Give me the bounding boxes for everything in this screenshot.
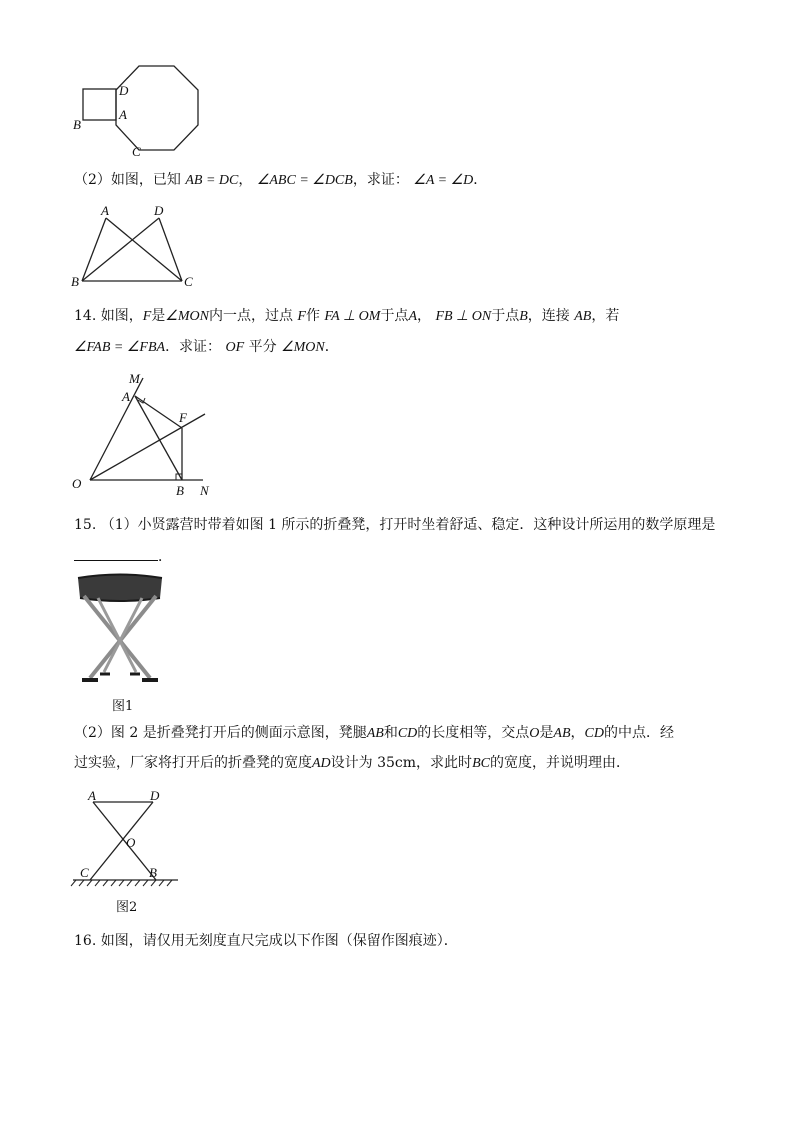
- q14-line2: ∠FAB = ∠FBA．求证： OF 平分 ∠MON．: [74, 339, 339, 355]
- fig1-caption: 图1: [112, 699, 134, 714]
- angle-bisector-figure: [65, 370, 225, 500]
- label-B: B: [73, 117, 81, 132]
- label-C: C: [80, 865, 89, 880]
- label-C: C: [132, 144, 141, 159]
- q14-line1: 14. 如图，F是∠MON内一点，过点 F作 FA ⊥ OM于点A， FB ⊥ ON于点B，连接 AB，若: [74, 308, 620, 324]
- q15-line1: 15. （1）小贤露营时带着如图 1 所示的折叠凳，打开时坐着舒适、稳定．这种设计所运用的数学原理是: [74, 517, 716, 533]
- label-A: A: [122, 389, 130, 404]
- label-D: D: [119, 83, 129, 98]
- crossed-triangles-figure: [60, 200, 210, 295]
- label-A: A: [88, 788, 96, 803]
- square-octagon-figure: [60, 55, 220, 165]
- q16-line: 16. 如图，请仅用无刻度直尺完成以下作图（保留作图痕迹）．: [74, 933, 458, 949]
- label-N: N: [200, 483, 209, 498]
- q15-part2-line1: （2）图 2 是折叠凳打开后的侧面示意图，凳腿AB和CD的长度相等，交点O是AB，CD的中点．经: [74, 725, 674, 741]
- label-M: M: [129, 371, 140, 386]
- label-O: O: [72, 476, 82, 491]
- folding-stool-photo: [70, 568, 170, 690]
- fig2-caption: 图2: [116, 900, 138, 915]
- answer-blank: [74, 546, 158, 561]
- label-C: C: [184, 274, 193, 289]
- label-B: B: [71, 274, 79, 289]
- q15-part2-line2: 过实验，厂家将打开后的折叠凳的宽度AD设计为 35cm，求此时BC的宽度，并说明理由．: [74, 755, 630, 771]
- label-B: B: [176, 483, 184, 498]
- label-O: O: [126, 835, 136, 850]
- label-D: D: [150, 788, 160, 803]
- label-F: F: [179, 410, 187, 425]
- label-A: A: [119, 107, 127, 122]
- q13-part2-text: （2）如图，已知 AB = DC， ∠ABC = ∠DCB，求证： ∠A = ∠D．: [74, 172, 488, 188]
- label-B: B: [149, 865, 157, 880]
- label-A: A: [101, 203, 109, 218]
- q15-blank-line: ．: [74, 546, 172, 566]
- stool-side-view-figure: [68, 785, 188, 890]
- label-D: D: [154, 203, 164, 218]
